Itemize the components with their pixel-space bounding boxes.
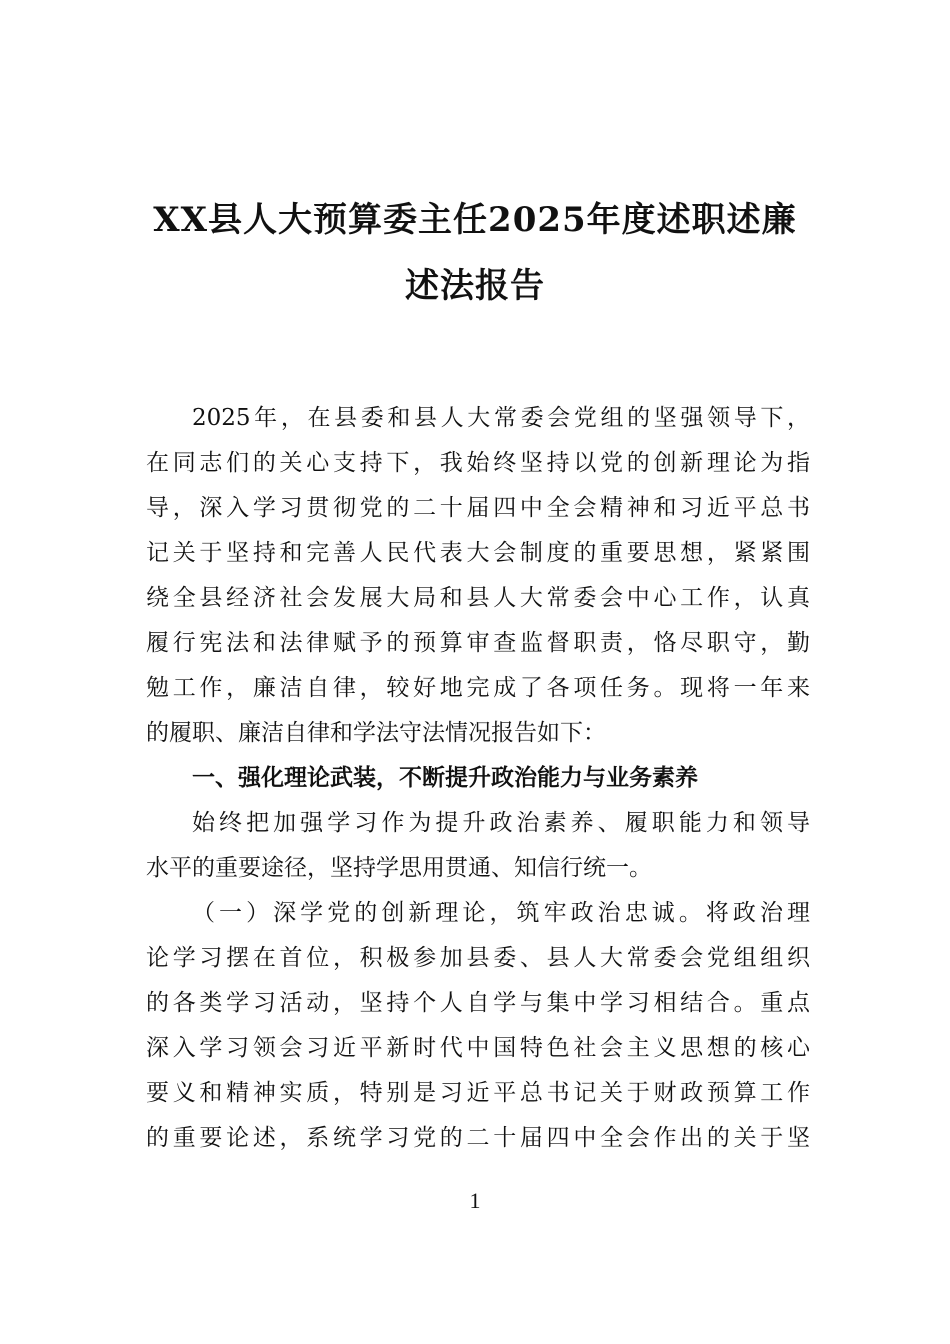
paragraph-study (146, 801, 810, 891)
paragraph-line: 的重要论述，系统学习党的二十届四中全会作出的关于坚 (146, 1125, 810, 1151)
paragraph-intro (146, 396, 810, 756)
paragraph-line: 勉工作，廉洁自律，较好地完成了各项任务。现将一年来 (146, 675, 810, 701)
paragraph-line: 论学习摆在首位，积极参加县委、县人大常委会党组组织 (146, 945, 810, 971)
paragraph-line: 深入学习领会习近平新时代中国特色社会主义思想的核心 (146, 1035, 810, 1061)
paragraph-line: 的履职、廉洁自律和学法守法情况报告如下： (146, 720, 606, 746)
paragraph-line: （一）深学党的创新理论，筑牢政治忠诚。将政治理 (192, 900, 810, 926)
paragraph-line: 水平的重要途径，坚持学思用贯通、知信行统一。 (146, 855, 652, 881)
document-body (146, 396, 810, 1161)
paragraph-line: 始终把加强学习作为提升政治素养、履职能力和领导 (192, 810, 810, 836)
document-title-line-1: XX县人大预算委主任2025年度述职述廉 (153, 200, 797, 240)
paragraph-theory (146, 891, 810, 1161)
paragraph-line: 绕全县经济社会发展大局和县人大常委会中心工作，认真 (146, 585, 810, 611)
paragraph-line: 的各类学习活动，坚持个人自学与集中学习相结合。重点 (146, 990, 810, 1016)
page-number: 1 (469, 1188, 481, 1213)
paragraph-line: 2025年，在县委和县人大常委会党组的坚强领导下， (192, 405, 810, 431)
paragraph-line: 要义和精神实质，特别是习近平总书记关于财政预算工作 (146, 1080, 810, 1106)
paragraph-line: 履行宪法和法律赋予的预算审查监督职责，恪尽职守，勤 (146, 630, 810, 656)
paragraph-line: 导，深入学习贯彻党的二十届四中全会精神和习近平总书 (146, 495, 810, 521)
section-heading-1: 一、强化理论武装，不断提升政治能力与业务素养 (192, 765, 698, 791)
paragraph-line: 记关于坚持和完善人民代表大会制度的重要思想，紧紧围 (146, 540, 810, 566)
document-title-line-2: 述法报告 (405, 266, 545, 306)
paragraph-line: 在同志们的关心支持下，我始终坚持以党的创新理论为指 (146, 450, 810, 476)
